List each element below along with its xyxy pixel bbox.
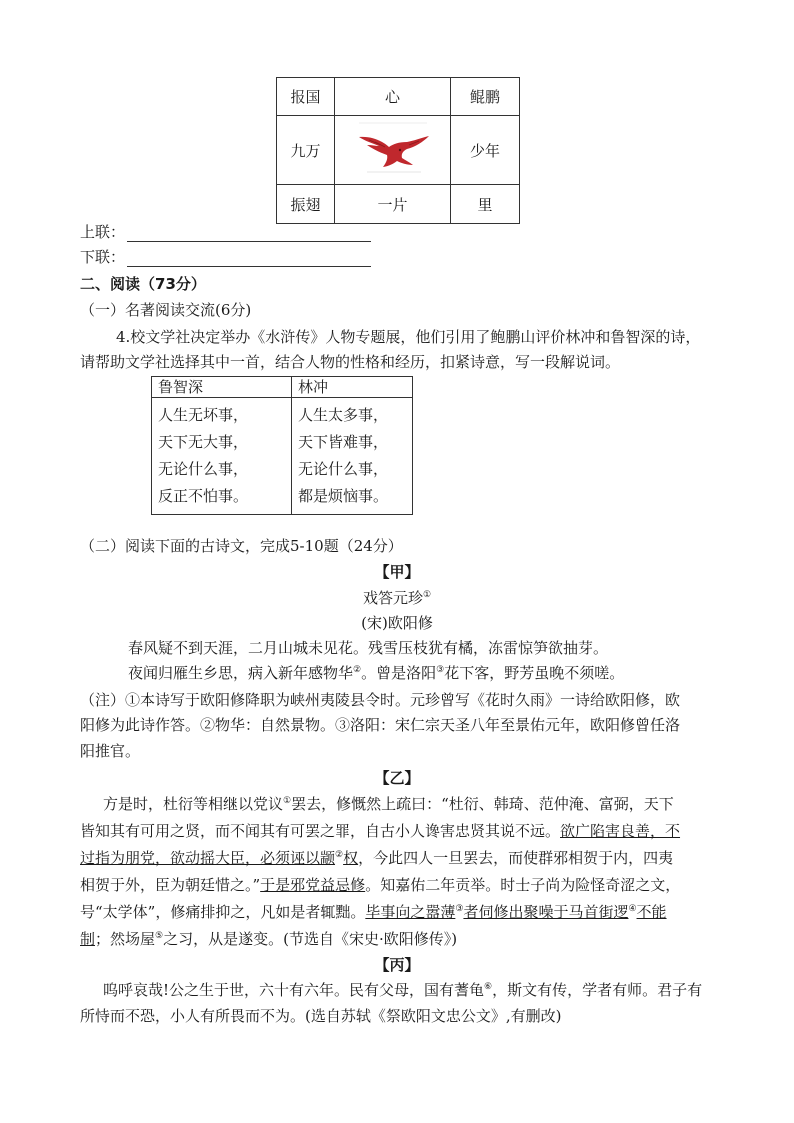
- note-line-3: 阳推官。: [80, 742, 141, 760]
- grid-cell: 少年: [451, 116, 520, 185]
- upper-couplet-answer[interactable]: [80, 222, 371, 242]
- underlined-sentence: 欲广陷害良善，不: [560, 822, 681, 840]
- yi-line-6: [80, 929, 457, 949]
- section-heading: 二、阅读（73分）: [80, 275, 206, 293]
- poem-line: 人生无坏事，: [158, 406, 249, 424]
- footnote-marker: ②: [335, 850, 344, 860]
- passage-text: ，今此四人一旦罢去，而使群邪相贺于内，四夷: [358, 849, 674, 867]
- footnote-marker: ③: [436, 665, 445, 675]
- passage-text: 相贺于外，臣为朝廷惜之。”: [80, 876, 261, 894]
- grid-cell: 里: [451, 185, 520, 224]
- poem-line: 人生太多事，: [298, 406, 389, 424]
- passage-text: 皆知其有可用之贤，而不闻其有可罢之罪，自古小人谗害忠贤其说不远。: [80, 822, 561, 840]
- poem-text: 。曾是洛阳: [361, 664, 437, 682]
- poem-line: 无论什么事，: [298, 460, 389, 478]
- question-4-line1: 4.校文学社决定举办《水浒传》人物专题展，他们引用了鲍鹏山评价林冲和鲁智深的诗，: [116, 328, 701, 346]
- poem-line: 天下皆难事，: [298, 433, 389, 451]
- section-jia-label: 【甲】: [374, 563, 420, 581]
- grid-cell: 报国: [277, 78, 335, 116]
- poem-table: [151, 376, 413, 515]
- yi-line-5: [80, 902, 667, 922]
- passage-text: 方是时，杜衍等相继以党议: [103, 795, 284, 813]
- poem-line-1: 春风疑不到天涯，二月山城未见花。残雪压枝犹有橘，冻雷惊笋欲抽芽。: [128, 639, 609, 657]
- note-line-1: （注）①本诗写于欧阳修降职为峡州夷陵县令时。元珍曾写《花时久雨》一诗给欧阳修，欧: [80, 691, 681, 709]
- footnote-marker: ①: [283, 796, 292, 806]
- poem-title-text: 戏答元珍: [362, 589, 423, 607]
- underlined-sentence: 权: [343, 849, 359, 867]
- lower-couplet-label: 下联：: [80, 248, 126, 266]
- upper-answer-blank[interactable]: [127, 226, 371, 242]
- grid-cell: 九万: [277, 116, 335, 185]
- poem-column-luzhishen: [152, 398, 292, 515]
- section-bing-label: 【丙】: [374, 956, 420, 974]
- footnote-marker: ⑤: [155, 931, 164, 941]
- yi-line-1: [103, 794, 674, 814]
- underlined-sentence: 不能: [636, 903, 667, 921]
- passage-text: ；然场屋: [95, 930, 156, 948]
- part1-title: （一）名著阅读交流(6分): [80, 301, 252, 319]
- grid-cell: 一片: [335, 185, 451, 224]
- footnote-marker: ②: [353, 665, 362, 675]
- note-line-2: 阳修为此诗作答。②物华：自然景物。③洛阳：宋仁宗天圣八年至景佑元年，欧阳修曾任洛: [80, 716, 681, 734]
- passage-text: 呜呼哀哉!公之生于世，六十有六年。民有父母，国有蓍龟: [103, 981, 485, 999]
- poem-text: 夜闻归雁生乡思，病入新年感物华: [128, 664, 354, 682]
- lower-answer-blank[interactable]: [127, 251, 371, 267]
- bing-line-2: 所恃而不恐，小人有所畏而不为。(选自苏轼《祭欧阳文忠公文》,有删改): [80, 1007, 562, 1025]
- poem-line: 都是烦恼事。: [298, 487, 389, 505]
- poem-text: 花下客，野芳虽晚不须嗟。: [444, 664, 625, 682]
- passage-text: 之习，从是遂变。(节选自《宋史·欧阳修传》): [163, 930, 458, 948]
- poem-header-linchong: 林冲: [292, 377, 413, 398]
- passage-text: 罢去，修慨然上疏曰：“杜衍、韩琦、范仲淹、富弼，天下: [291, 795, 674, 813]
- poem-line-2: [128, 663, 624, 683]
- section-yi-label: 【乙】: [374, 769, 420, 787]
- underlined-sentence: 制: [80, 930, 96, 948]
- poem-line: 反正不怕事。: [158, 487, 249, 505]
- footnote-marker: ③: [455, 904, 464, 914]
- footnote-marker: ⑥: [484, 982, 493, 992]
- poem-line: 无论什么事，: [158, 460, 249, 478]
- poem-header-luzhishen: 鲁智深: [152, 377, 292, 398]
- yi-line-2: [80, 821, 680, 841]
- grid-cell: 鲲鹏: [451, 78, 520, 116]
- poem-title: [0, 588, 794, 608]
- couplet-grid: [276, 77, 520, 224]
- yi-line-3: [80, 848, 673, 868]
- passage-text: ，斯文有传，学者有师。君子有: [492, 981, 703, 999]
- grid-cell: 心: [335, 78, 451, 116]
- upper-couplet-label: 上联：: [80, 223, 126, 241]
- passage-text: 。知嘉佑二年贡举。时士子尚为险怪奇涩之文，: [365, 876, 681, 894]
- grid-cell: 振翅: [277, 185, 335, 224]
- lower-couplet-answer[interactable]: [80, 247, 371, 267]
- grid-cell-image: [335, 116, 451, 185]
- footnote-marker: ①: [422, 590, 432, 600]
- yi-line-4: [80, 875, 680, 895]
- bing-line-1: [103, 980, 702, 1000]
- passage-text: 号“太学体”，修痛排抑之，凡如是者辄黜。: [80, 903, 366, 921]
- footnote-marker: ④: [628, 904, 637, 914]
- poem-line: 天下无大事，: [158, 433, 249, 451]
- underlined-sentence: 毕事向之嚣薄: [365, 903, 456, 921]
- eagle-icon: [355, 120, 431, 176]
- underlined-sentence: 过指为朋党，欲动摇大臣，必须诬以颛: [80, 849, 336, 867]
- part2-title: （二）阅读下面的古诗文，完成5-10题（24分）: [80, 537, 403, 555]
- underlined-sentence: 者伺修出聚噪于马首街逻: [463, 903, 629, 921]
- underlined-sentence: 于是邪党益忌修: [260, 876, 366, 894]
- poem-author: (宋)欧阳修: [361, 614, 433, 632]
- poem-column-linchong: [292, 398, 413, 515]
- question-4-line2: 请帮助文学社选择其中一首，结合人物的性格和经历，扣紧诗意，写一段解说词。: [80, 353, 621, 371]
